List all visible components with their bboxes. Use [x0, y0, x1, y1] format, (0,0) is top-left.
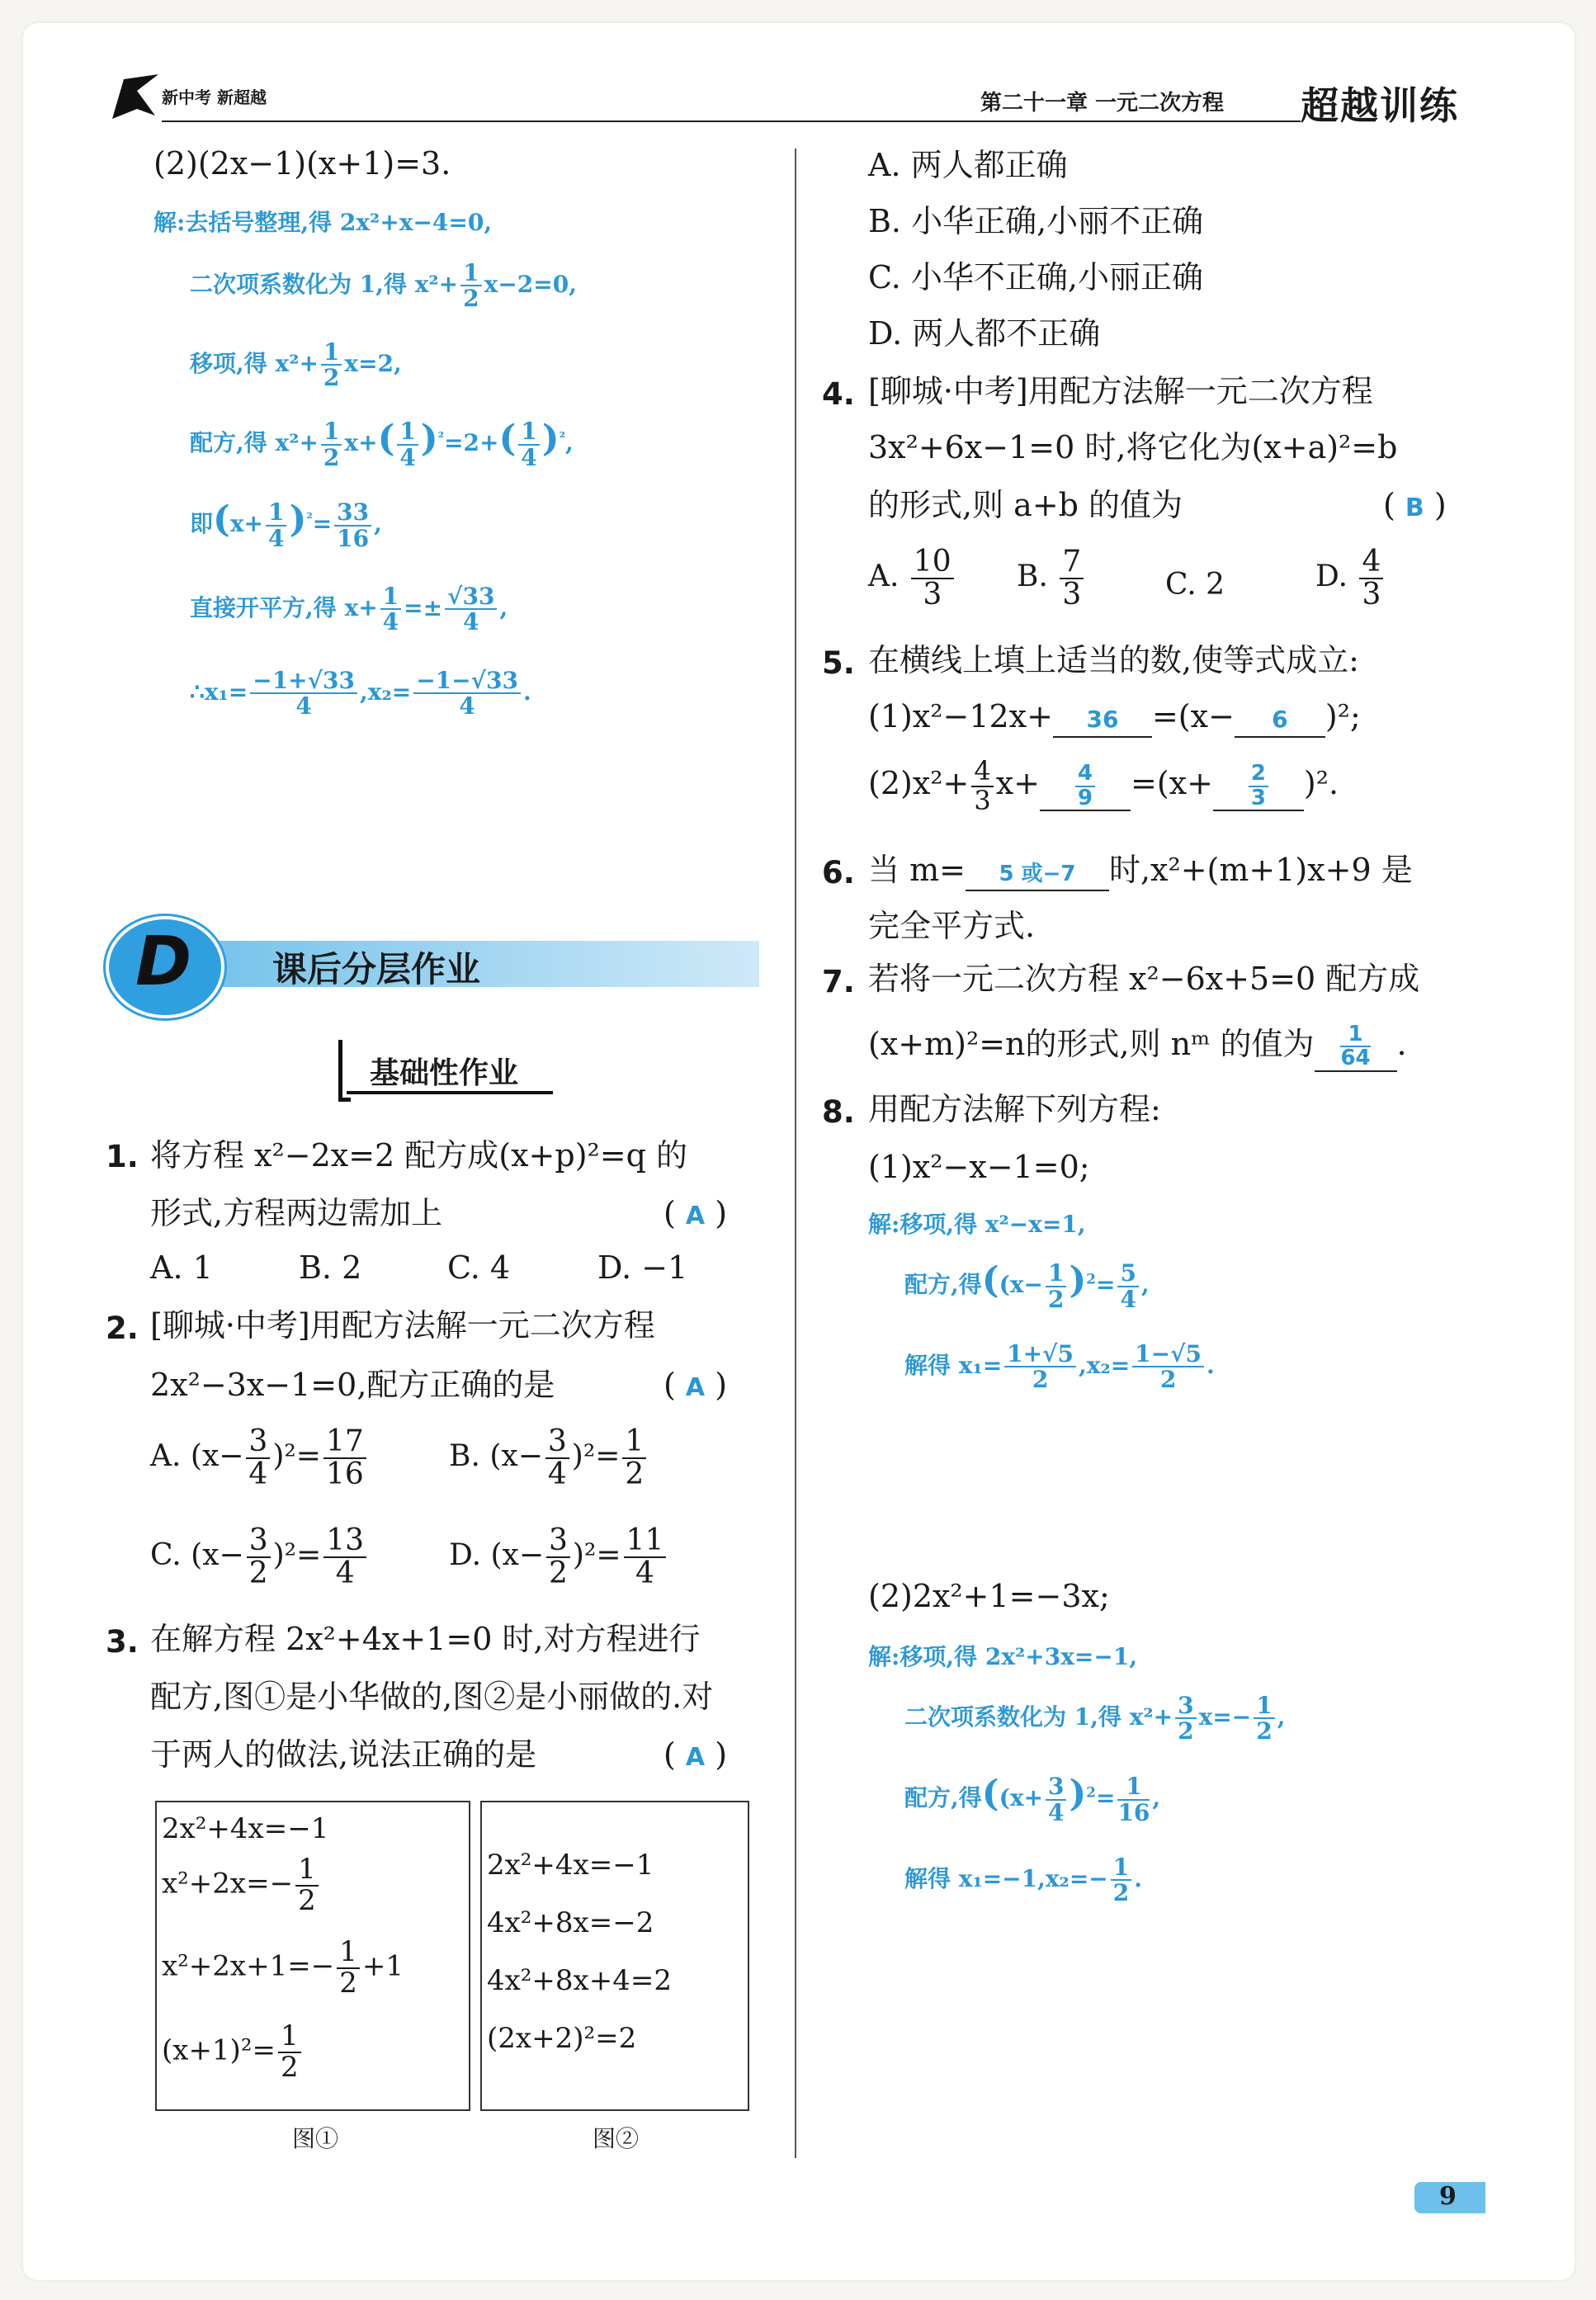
brand-logo: [109, 73, 167, 127]
figure-2-caption: 图②: [593, 2125, 640, 2152]
q4-option-a: A. $\frac{10}{3}$: [868, 546, 956, 611]
q5-number: 5.: [822, 645, 855, 681]
q3-line3: 于两人的做法,说法正确的是: [150, 1736, 537, 1773]
q5-part1: (1)x²−12x+ 36 =(x− 6 )²;: [868, 698, 1361, 738]
q1-option-b: B. 2: [299, 1249, 362, 1286]
q8-sol2-4: 解得 x₁=−1,x₂=− $\frac{1}{2}$ .: [904, 1854, 1142, 1907]
left-sol-6: 直接开平方,得 x+ $\frac{1}{4}$ =± $\frac{√33}{4}$ ,: [190, 583, 508, 636]
left-sol-1: 解:去括号整理,得 2x²+x−4=0,: [153, 209, 493, 236]
fig2-line3: 4x²+8x+4=2: [487, 1964, 672, 1997]
q6-line2: 完全平方式.: [868, 908, 1036, 944]
left-sol-3: 移项,得 x²+ $\frac{1}{2}$ x=2,: [190, 338, 402, 392]
q3-line1: 在解方程 2x²+4x+1=0 时,对方程进行: [150, 1621, 701, 1657]
q8-number: 8.: [822, 1094, 855, 1130]
q6-line1: 当 m= 5 或−7 时,x²+(m+1)x+9 是: [868, 852, 1413, 891]
q8-sol2-3: 配方,得((x+ $\frac{3}{4}$ )$^2$= $\frac{1}{16}$ ,: [904, 1773, 1161, 1826]
q8-sol1-3: 解得 x₁= $\frac{1+√5}{2}$ ,x₂= $\frac{1-√5}{2}$ .: [904, 1340, 1215, 1394]
left-sol-7: ∴x₁= $\frac{-1+√33}{4}$ ,x₂= $\frac{-1-√33}{4}$ .: [190, 667, 531, 720]
fig2-line2: 4x²+8x=−2: [487, 1906, 654, 1939]
q1-option-d: D. −1: [597, 1249, 688, 1286]
left-sol-5: 即(x+ $\frac{1}{4}$ )$^{^2}$= $\frac{33}{16}$ ,: [190, 498, 382, 552]
q1-option-a: A. 1: [150, 1249, 213, 1286]
q6-number: 6.: [822, 855, 855, 890]
q2-line2: 2x²−3x−1=0,配方正确的是: [150, 1367, 555, 1403]
q1-answer-paren: ( A ): [663, 1195, 728, 1231]
q7-number: 7.: [822, 964, 855, 999]
section-letter: D: [135, 923, 192, 1001]
q2-number: 2.: [106, 1311, 139, 1346]
fig2-line4: (2x+2)²=2: [487, 2022, 637, 2055]
q2-option-a: A. (x− $\frac{3}{4}$ )²= $\frac{17}{16}$: [150, 1426, 369, 1490]
q3-option-a: A. 两人都正确: [868, 147, 1068, 183]
q4-option-d: D. $\frac{4}{3}$: [1315, 546, 1386, 611]
left-sol-2: 二次项系数化为 1,得 x²+ $\frac{1}{2}$ x−2=0,: [190, 259, 577, 313]
fig1-line4: (x+1)²= $\frac{1}{2}$: [162, 2022, 304, 2082]
q3-option-c: C. 小华不正确,小丽正确: [868, 259, 1203, 295]
left-sol-4: 配方,得 x²+ $\frac{1}{2}$ x+( $\frac{1}{4}$ )$^{^2}$=2+( $\frac{1}{4}$ )$^{^2}$,: [190, 418, 574, 471]
q5-line1: 在横线上填上适当的数,使等式成立:: [868, 642, 1359, 678]
q8-sol2-2: 二次项系数化为 1,得 x²+ $\frac{3}{2}$ x=− $\frac{1}{2}$ ,: [904, 1692, 1286, 1745]
q4-option-c: C. 2: [1165, 568, 1225, 602]
brand-arrow-icon: [109, 73, 167, 124]
q8-sol2-1: 解:移项,得 2x²+3x=−1,: [868, 1643, 1138, 1670]
q3-line2: 配方,图①是小华做的,图②是小丽做的.对: [150, 1679, 714, 1715]
q8-line1: 用配方法解下列方程:: [868, 1091, 1161, 1127]
series-title: 超越训练: [1301, 83, 1459, 128]
brand-text: 新中考 新超越: [162, 87, 267, 107]
q7-line1: 若将一元二次方程 x²−6x+5=0 配方成: [868, 961, 1420, 997]
page-number: 9: [1439, 2182, 1457, 2211]
q1-line1: 将方程 x²−2x=2 配方成(x+p)²=q 的: [150, 1137, 688, 1174]
q2-line1: [聊城·中考]用配方法解一元二次方程: [150, 1307, 655, 1344]
q4-option-b: B. $\frac{7}{3}$: [1017, 546, 1086, 611]
q7-line2: (x+m)²=n的形式,则 nᵐ 的值为 $\frac{1}{64}$ .: [868, 1022, 1407, 1071]
q2-option-d: D. (x− $\frac{3}{2}$ )²= $\frac{11}{4}$: [449, 1525, 668, 1589]
q3-option-d: D. 两人都不正确: [868, 315, 1101, 352]
q8-part1: (1)x²−x−1=0;: [868, 1149, 1090, 1185]
fig1-line3: x²+2x+1=− $\frac{1}{2}$ +1: [162, 1935, 404, 2000]
q4-number: 4.: [822, 376, 855, 412]
chapter-title: 第二十一章 一元二次方程: [980, 91, 1225, 116]
q2-option-c: C. (x− $\frac{3}{2}$ )²= $\frac{13}{4}$: [150, 1525, 369, 1589]
section-title: 课后分层作业: [272, 949, 481, 989]
column-divider: [795, 149, 796, 2158]
q8-sol1-2: 配方,得((x− $\frac{1}{2}$ )$^2$= $\frac{5}{4}$ ,: [904, 1259, 1150, 1313]
q3-option-b: B. 小华正确,小丽不正确: [868, 203, 1204, 239]
left-problem: (2)(2x−1)(x+1)=3.: [153, 145, 451, 182]
fig2-line1: 2x²+4x=−1: [487, 1849, 654, 1882]
header-rule: [162, 120, 1301, 122]
q4-line2: 3x²+6x−1=0 时,将它化为(x+a)²=b: [868, 429, 1398, 465]
q5-part2: (2)x²+ $\frac{4}{3}$ x+ $\frac{4}{9}$ =(x+ $\frac{2}{3}$ )².: [868, 755, 1339, 816]
figure-2-box: [480, 1801, 749, 2111]
q1-line2: 形式,方程两边需加上: [150, 1195, 443, 1231]
q4-answer-paren: ( B ): [1383, 487, 1447, 523]
fig1-line2: x²+2x=− $\frac{1}{2}$: [162, 1855, 321, 1915]
q2-answer-paren: ( A ): [663, 1367, 728, 1403]
q4-line3: 的形式,则 a+b 的值为: [868, 487, 1183, 523]
subtitle-underline: [347, 1091, 553, 1094]
q3-answer-paren: ( A ): [663, 1736, 728, 1773]
figure-1-caption: 图①: [292, 2125, 339, 2152]
q1-number: 1.: [106, 1139, 139, 1174]
q3-number: 3.: [106, 1624, 139, 1660]
q8-part2: (2)2x²+1=−3x;: [868, 1578, 1110, 1614]
q2-option-b: B. (x− $\frac{3}{4}$ )²= $\frac{1}{2}$: [449, 1426, 649, 1490]
fig1-line1: 2x²+4x=−1: [162, 1812, 329, 1845]
subtitle: 基础性作业: [370, 1056, 519, 1090]
q1-option-c: C. 4: [447, 1249, 511, 1286]
q4-line1: [聊城·中考]用配方法解一元二次方程: [868, 373, 1373, 409]
q8-sol1-1: 解:移项,得 x²−x=1,: [868, 1211, 1086, 1238]
